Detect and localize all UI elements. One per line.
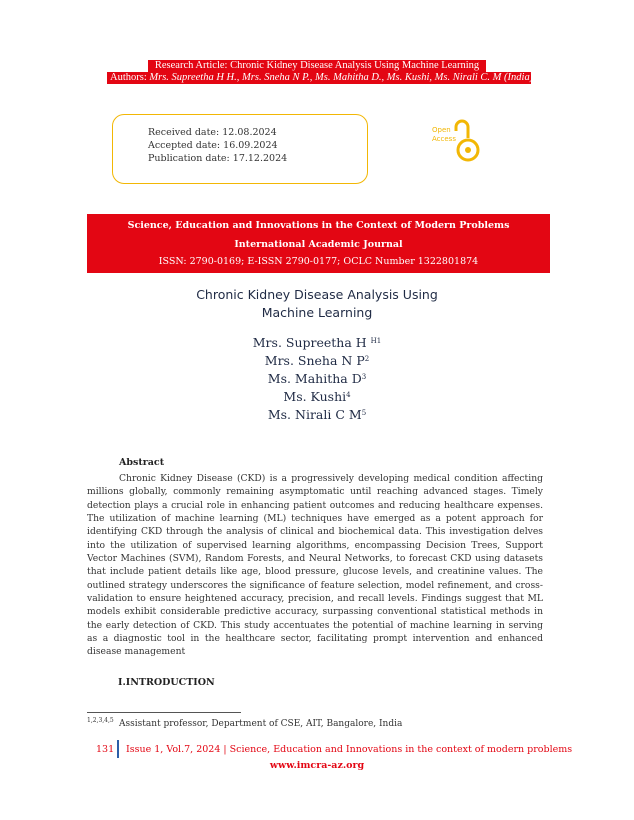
paper-title <box>150 286 484 322</box>
footnote-text: Assistant professor, Department of CSE, AIT, Bangalore, India <box>119 719 403 729</box>
publication-date: Publication date: 17.12.2024 <box>148 153 288 164</box>
footer-website[interactable]: www.imcra-az.org <box>269 760 365 771</box>
abstract-body: Chronic Kidney Disease (CKD) is a progressively developing medical condition affecting millions globally, commonly remaining asymptomatic until reaching advanced stages. Timely detection plays a crucial role in enhancing patient outcomes and reducing healthcare expenses. The utilization of machine learning (ML) techniques have emerged as a potent approach for identifying CKD through the analysis of clinical and biochemical data. This investigation delves into the utilization of supervised learning algorithms, encompassing Decision Trees, Support Vector Machines (SVM), Random Forests, and Neural Networks, to forecast CKD using datasets that include patient details like age, blood pressure, glucose levels, and creatinine values. The outlined strategy underscores the significance of feature selection, model refinement, and cross-validation to ensure heightened accuracy, precision, and recall levels. Findings suggest that ML models exhibit considerable predictive accuracy, surpassing conventional statistical methods in the early detection of CKD. This study accentuates the potential of machine learning in serving as a diagnostic tool in the healthcare sector, facilitating prompt intervention and enhanced disease management <box>87 473 543 658</box>
abstract-heading: Abstract <box>119 457 165 468</box>
open-access-line1: Open <box>432 126 451 134</box>
authors-label: Authors: <box>110 72 147 83</box>
author-5: Ms. Nirali C $M^5$ <box>267 407 367 422</box>
author-4: Ms. Kushi$^4$ <box>283 389 351 404</box>
section-heading: I.INTRODUCTION <box>118 677 215 688</box>
journal-name: Science, Education and Innovations in the Context of Modern Problems <box>127 220 510 231</box>
dates-box <box>112 114 368 184</box>
journal-banner <box>87 214 550 273</box>
author-1: Mrs. Supreetha H $^{H1}$ <box>252 335 382 350</box>
open-access-logo <box>418 114 482 166</box>
footer-issue: Issue 1, Vol.7, 2024 | Science, Education and Innovations in the context of modern problems <box>126 744 573 755</box>
authors-value: Mrs. Supreetha H H., Mrs. Sneha N P., Ms. Mahitha D., Ms. Kushi, Ms. Nirali C. M (India). <box>149 72 536 83</box>
open-lock-icon <box>418 114 482 166</box>
accepted-date: Accepted date: 16.09.2024 <box>148 140 278 151</box>
article-header-authors <box>107 72 536 84</box>
paper-title-line2: Machine Learning <box>261 305 373 320</box>
page-number: 131 <box>96 744 115 755</box>
journal-issn: ISSN: 2790-0169; E-ISSN 2790-0177; OCLC Number 1322801874 <box>158 256 479 267</box>
paper-title-line1: Chronic Kidney Disease Analysis Using <box>196 287 438 302</box>
article-header-title: Research Article: Chronic Kidney Disease Analysis Using Machine Learning <box>148 60 486 72</box>
footnote-marker: 1,2,3,4,5 <box>87 717 114 724</box>
footnote-divider <box>87 712 241 713</box>
open-access-line2: Access <box>432 135 456 143</box>
author-3: Ms. Mahitha $D^3$ <box>267 371 367 386</box>
footer-divider-bar <box>117 740 119 758</box>
received-date: Received date: 12.08.2024 <box>148 127 277 138</box>
author-2: Mrs. Sneha N $P^2$ <box>264 353 370 368</box>
journal-type: International Academic Journal <box>234 239 403 250</box>
